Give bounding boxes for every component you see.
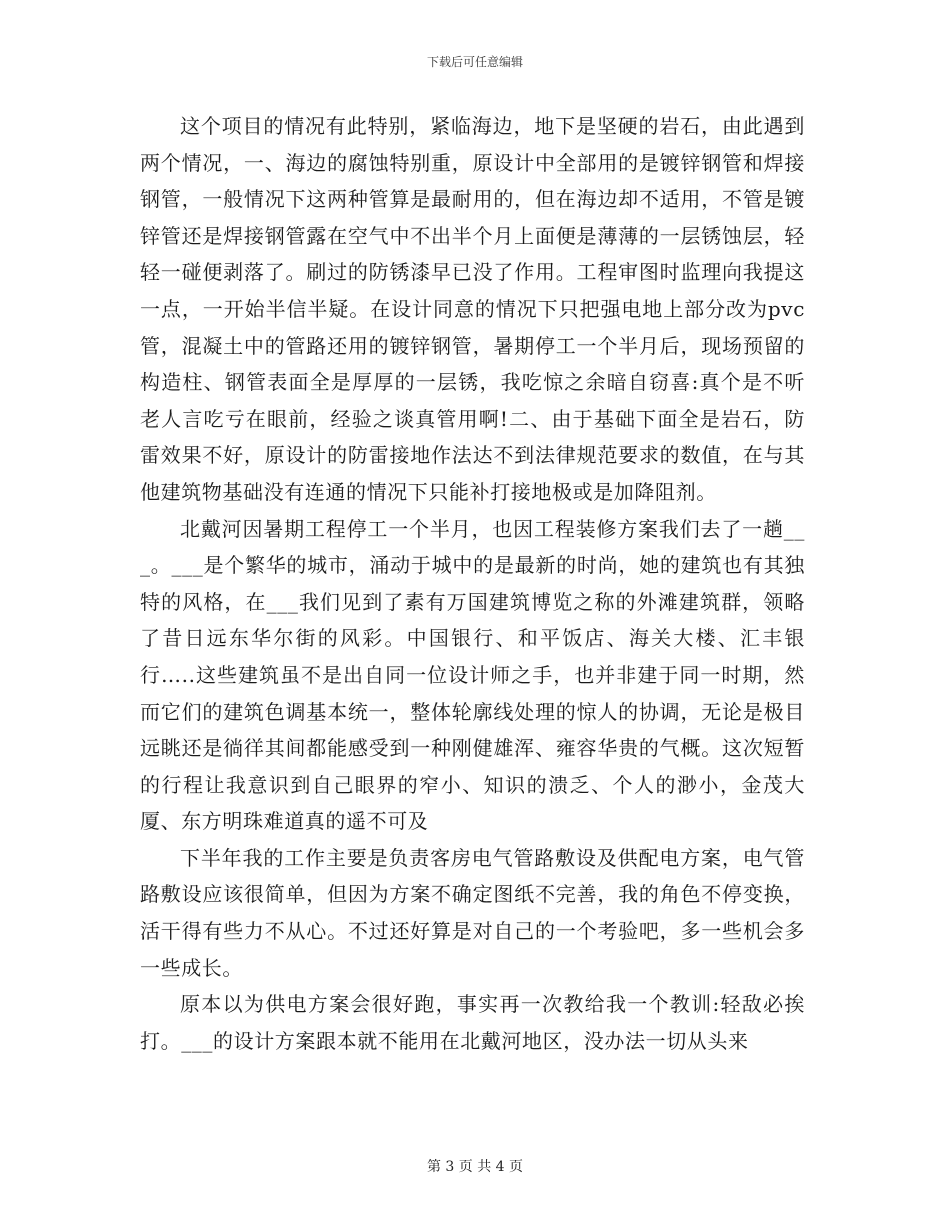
paragraph-second-half-work: 下半年我的工作主要是负责客房电气管路敷设及供配电方案，电气管路敷设应该很简单，但因为方案不确定图纸不完善，我的角色不停变换，活干得有些力不从心。不过还好算是对自己的一个考验吧，多一些机会多一些成长。 — [140, 845, 805, 980]
paragraph-power-supply-plan: 原本以为供电方案会很好跑，事实再一次教给我一个教训:轻敌必挨打。___的设计方案跟本就不能用在北戴河地区，没办法一切从头来 — [140, 992, 805, 1053]
paragraph-project-conditions: 这个项目的情况有此特别，紧临海边，地下是坚硬的岩石，由此遇到两个情况，一、海边的腐蚀特别重，原设计中全部用的是镀锌钢管和焊接钢管，一般情况下这两种管算是最耐用的，但在海边却不适用，不管是镀锌管还是焊接钢管露在空气中不出半个月上面便是薄薄的一层锈蚀层，轻轻一碰便剥落了。刷过的防锈漆早已没了作用。工程审图时监理向我提这一点，一开始半信半疑。在设计同意的情况下只把强电地上部分改为pvc管，混凝土中的管路还用的镀锌钢管，暑期停工一个半月后，现场预留的构造柱、钢管表面全是厚厚的一层锈，我吃惊之余暗自窃喜:真个是不听老人言吃亏在眼前，经验之谈真管用啊!二、由于基础下面全是岩石，防雷效果不好，原设计的防雷接地作法达不到法律规范要求的数值，在与其他建筑物基础没有连通的情况下只能补打接地极或是加降阻剂。 — [140, 114, 805, 504]
paragraph-city-trip: 北戴河因暑期工程停工一个半月，也因工程装修方案我们去了一趟___。___是个繁华的城市，涌动于城中的是最新的时尚，她的建筑也有其独特的风格，在___我们见到了素有万国建筑博览之称的外滩建筑群，领略了昔日远东华尔街的风彩。中国银行、和平饭店、海关大楼、汇丰银行…..这些建筑虽不是出自同一位设计师之手，也并非建于同一时期，然而它们的建筑色调基本统一，整体轮廓线处理的惊人的协调，无论是极目远眺还是徜徉其间都能感受到一种刚健雄浑、雍容华贵的气概。这次短暂的行程让我意识到自己眼界的窄小、知识的溃乏、个人的渺小，金茂大厦、东方明珠难道真的遥不可及 — [140, 516, 805, 834]
document-body — [140, 108, 805, 1059]
page-number: 第 3 页 共 4 页 — [426, 1159, 524, 1175]
page-header: 下载后可任意编辑 — [426, 55, 523, 69]
